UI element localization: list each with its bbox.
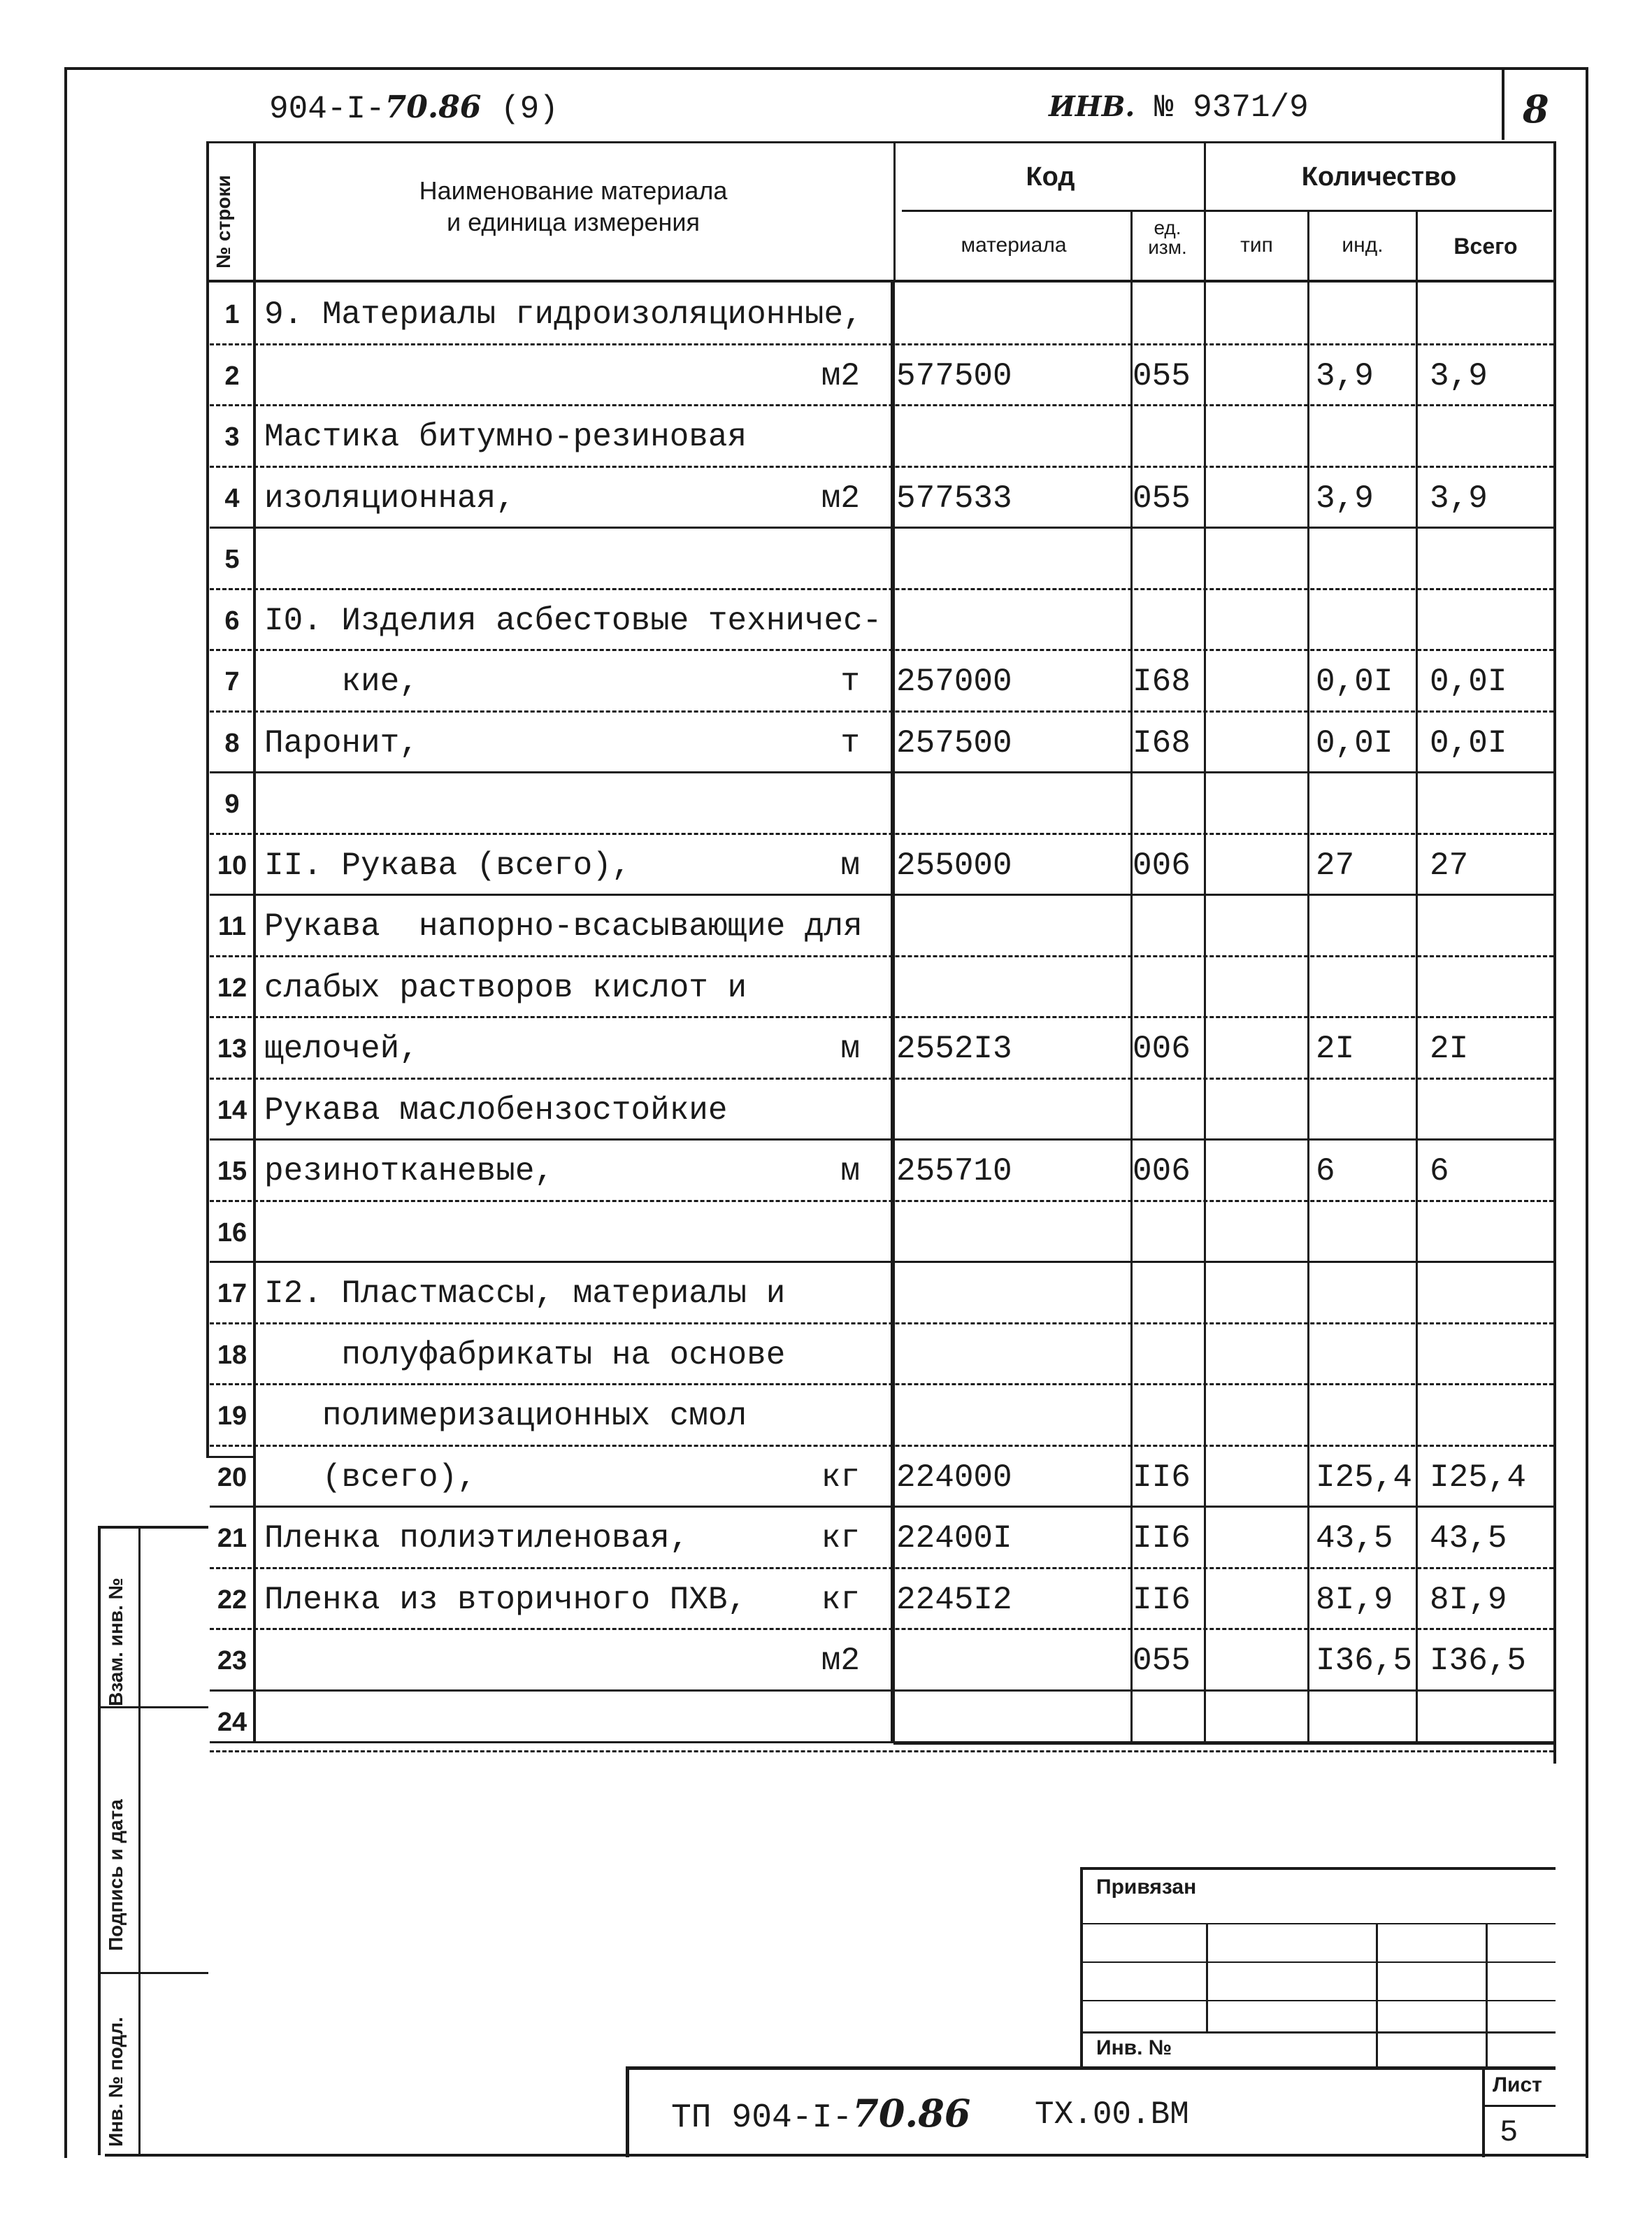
header-code-left [893, 141, 896, 281]
material-name: II. Рукава (всего), [264, 847, 631, 884]
column-code-header: Код [1026, 162, 1075, 192]
row-number: 16 [217, 1217, 247, 1248]
material-name: Пленка из вторичного ПХВ, [264, 1581, 747, 1618]
rowno-bottom-line [206, 1456, 255, 1458]
column-row-number-header: № строки [213, 175, 234, 269]
column-name-header: Наименование материала и единица измерения [419, 176, 728, 236]
unit-code: II6 [1133, 1581, 1191, 1618]
stamp-col-1 [1206, 1923, 1208, 2031]
material-name: кие, [264, 664, 419, 700]
body-type-divider [1204, 280, 1206, 1741]
material-code: 255710 [896, 1153, 1012, 1189]
unit-code: 055 [1133, 357, 1191, 394]
column-type-header: тип [1240, 234, 1273, 257]
unit-code: 006 [1133, 1153, 1191, 1189]
title-block-list-line [1484, 2105, 1556, 2107]
row-separator [210, 527, 1553, 529]
quantity-ind: 3,9 [1316, 480, 1374, 517]
frame-top [64, 67, 1588, 70]
header-top-line [206, 141, 1556, 143]
row-separator [210, 404, 1553, 406]
column-total-header: Всего [1453, 234, 1518, 259]
row-number: 18 [217, 1340, 247, 1370]
row-separator [210, 894, 1553, 896]
unit-code: 055 [1133, 480, 1191, 517]
table-right-line [1553, 141, 1556, 1764]
sheet-number: 8 [1523, 87, 1549, 131]
material-name: Пленка полиэтиленовая, [264, 1520, 689, 1557]
material-name: I2. Пластмассы, материалы и [264, 1275, 786, 1312]
unit-label: т [840, 724, 860, 762]
row-number: 23 [217, 1646, 247, 1675]
frame-bottom [105, 2154, 1588, 2157]
quantity-total: 27 [1430, 847, 1469, 884]
row-number: 11 [217, 912, 247, 941]
row-separator [210, 1322, 1553, 1324]
material-name: изоляционная, [264, 480, 515, 517]
row-number: 12 [217, 973, 247, 1003]
side-stamp-divider [138, 1526, 141, 2155]
row-number: 8 [224, 728, 240, 758]
unit-label: кг [821, 1520, 860, 1557]
row-number: 5 [224, 545, 240, 574]
quantity-ind: 27 [1316, 847, 1355, 884]
row-number: 22 [217, 1585, 247, 1615]
row-number: 1 [224, 300, 240, 329]
unit-label: м2 [821, 357, 860, 394]
title-block-left [626, 2066, 629, 2157]
row-separator [210, 1016, 1553, 1018]
row-separator [210, 1138, 1553, 1141]
material-code: 577500 [896, 357, 1012, 394]
stamp-line-3 [1082, 2000, 1556, 2001]
row-number: 13 [217, 1034, 247, 1064]
frame-right [1586, 67, 1588, 2158]
material-code: 2245I2 [896, 1581, 1012, 1618]
unit-code: 055 [1133, 1643, 1191, 1679]
inventory-number: ИНВ. № 9371/9 [1049, 90, 1309, 126]
quantity-total: 2I [1430, 1031, 1469, 1067]
body-total-divider [1416, 280, 1418, 1741]
row-separator [210, 1445, 1553, 1447]
table-left-line [206, 141, 209, 1456]
quantity-total: 8I,9 [1430, 1581, 1507, 1618]
row-number: 3 [224, 422, 240, 452]
material-name: Рукава маслобензостойкие [264, 1092, 728, 1129]
side-stamp-top [98, 1526, 208, 1529]
doc-number: 904-I-70.86 (9) [269, 90, 559, 127]
quantity-total: 3,9 [1430, 357, 1488, 394]
row-number: 24 [217, 1707, 247, 1737]
unit-label: м2 [821, 1643, 860, 1679]
unit-label: м [840, 1031, 860, 1067]
stamp-col-2 [1376, 1923, 1378, 2070]
quantity-total: 0,0I [1430, 724, 1507, 762]
column-quantity-header: Количество [1301, 162, 1457, 192]
material-code: 224000 [896, 1459, 1012, 1496]
row-number: 20 [217, 1462, 247, 1492]
quantity-total: 43,5 [1430, 1520, 1507, 1557]
stamp-inv-label: Инв. № [1096, 2036, 1172, 2059]
body-bottom-line [893, 1741, 1556, 1745]
row-separator [210, 1506, 1553, 1508]
unit-code: II6 [1133, 1520, 1191, 1557]
row-number: 21 [217, 1524, 247, 1553]
stamp-col-3 [1486, 1923, 1488, 2070]
quantity-ind: 0,0I [1316, 664, 1393, 700]
quantity-total: I36,5 [1430, 1643, 1527, 1679]
side-stamp-line-1 [98, 1706, 208, 1708]
column-ind-header: инд. [1342, 234, 1384, 257]
material-name: (всего), [264, 1459, 477, 1496]
unit-label: т [840, 664, 860, 700]
column-material-code-header: материала [961, 234, 1067, 257]
unit-code: II6 [1133, 1459, 1191, 1496]
material-name: полимеризационных смол [264, 1398, 747, 1434]
material-code: 577533 [896, 480, 1012, 517]
row-separator [210, 1750, 1553, 1752]
body-code-divider [891, 280, 895, 1741]
rowno-divider [253, 141, 256, 1743]
row-separator [210, 649, 1553, 651]
drawing-code: ТХ.00.ВМ [1035, 2096, 1189, 2133]
row-separator [210, 1383, 1553, 1385]
unit-code: I68 [1133, 664, 1191, 700]
row-separator [210, 1628, 1553, 1630]
side-stamp-line-2 [98, 1972, 208, 1974]
quantity-total: 3,9 [1430, 480, 1488, 517]
unit-code: I68 [1133, 724, 1191, 762]
stamp-line-2 [1082, 1961, 1556, 1963]
unit-label: м2 [821, 480, 860, 517]
label-original-inv: Инв. № подл. [105, 2017, 127, 2147]
row-separator [210, 710, 1553, 713]
row-separator [210, 771, 1553, 773]
quantity-total: 0,0I [1430, 664, 1507, 700]
row-number: 4 [224, 483, 240, 513]
row-separator [210, 1689, 1553, 1692]
material-name: Мастика битумно-резиновая [264, 419, 747, 455]
quantity-ind: I25,4 [1316, 1459, 1413, 1496]
unit-label: м [840, 1153, 860, 1189]
material-name: Паронит, [264, 724, 419, 762]
unit-label: кг [821, 1581, 860, 1618]
body-ind-divider [1307, 280, 1309, 1741]
material-name: I0. Изделия асбестовые техничес- [264, 602, 882, 639]
material-name: полуфабрикаты на основе [264, 1336, 786, 1373]
frame-left [64, 67, 67, 2158]
row-separator [210, 1078, 1553, 1080]
row-separator [210, 1200, 1553, 1202]
stamp-top [1080, 1867, 1556, 1870]
quantity-ind: 2I [1316, 1031, 1355, 1067]
quantity-ind: I36,5 [1316, 1643, 1413, 1679]
stamp-left [1080, 1867, 1083, 2070]
unit-code: 006 [1133, 1031, 1191, 1067]
body-bottom-line-left [210, 1741, 895, 1743]
title-block-top [626, 2066, 1556, 2070]
row-separator [210, 833, 1553, 835]
row-number: 10 [217, 850, 247, 880]
row-separator [210, 466, 1553, 468]
row-separator [210, 955, 1553, 957]
quantity-ind: 6 [1316, 1153, 1335, 1189]
row-separator [210, 343, 1553, 345]
material-name: Рукава напорно-всасывающие для [264, 908, 863, 945]
label-signature-date: Подпись и дата [105, 1799, 127, 1951]
material-code: 257000 [896, 664, 1012, 700]
material-code: 22400I [896, 1520, 1012, 1557]
row-number: 7 [224, 667, 240, 696]
quantity-ind: 8I,9 [1316, 1581, 1393, 1618]
side-stamp-left [98, 1526, 101, 2155]
material-code: 257500 [896, 724, 1012, 762]
row-number: 19 [217, 1401, 247, 1431]
sheet-divider [1502, 70, 1504, 140]
unit-label: кг [821, 1459, 860, 1496]
unit-code: 006 [1133, 847, 1191, 884]
material-name: слабых растворов кислот и [264, 969, 747, 1006]
row-number: 2 [224, 361, 240, 391]
material-code: 2552I3 [896, 1031, 1012, 1067]
list-number: 5 [1500, 2115, 1518, 2150]
drawing-title: ТП 904-I-70.86 [671, 2091, 971, 2137]
quantity-ind: 0,0I [1316, 724, 1393, 762]
quantity-total: I25,4 [1430, 1459, 1527, 1496]
row-number: 17 [217, 1279, 247, 1308]
header-sub-line [902, 210, 1552, 212]
material-name: резинотканевые, [264, 1153, 554, 1189]
column-unit-code-header: ед. изм. [1148, 217, 1187, 258]
quantity-ind: 3,9 [1316, 357, 1374, 394]
title-block-list-divider [1482, 2066, 1485, 2157]
quantity-total: 6 [1430, 1153, 1449, 1189]
row-separator [210, 588, 1553, 590]
row-number: 14 [217, 1095, 247, 1125]
row-separator [210, 1567, 1553, 1569]
label-replaced-inv: Взам. инв. № [105, 1578, 127, 1706]
stamp-linked-label: Привязан [1096, 1875, 1197, 1899]
row-number: 15 [217, 1157, 247, 1186]
body-top-line [206, 280, 1556, 283]
stamp-line-4 [1082, 2031, 1556, 2034]
stamp-line-1 [1082, 1923, 1556, 1924]
row-separator [210, 1261, 1553, 1263]
unit-label: м [840, 847, 860, 884]
material-name: 9. Материалы гидроизоляционные, [264, 296, 863, 333]
row-number: 6 [224, 606, 240, 636]
material-code: 255000 [896, 847, 1012, 884]
quantity-ind: 43,5 [1316, 1520, 1393, 1557]
material-name: щелочей, [264, 1031, 419, 1067]
list-label: Лист [1493, 2073, 1542, 2096]
row-number: 9 [224, 789, 240, 819]
